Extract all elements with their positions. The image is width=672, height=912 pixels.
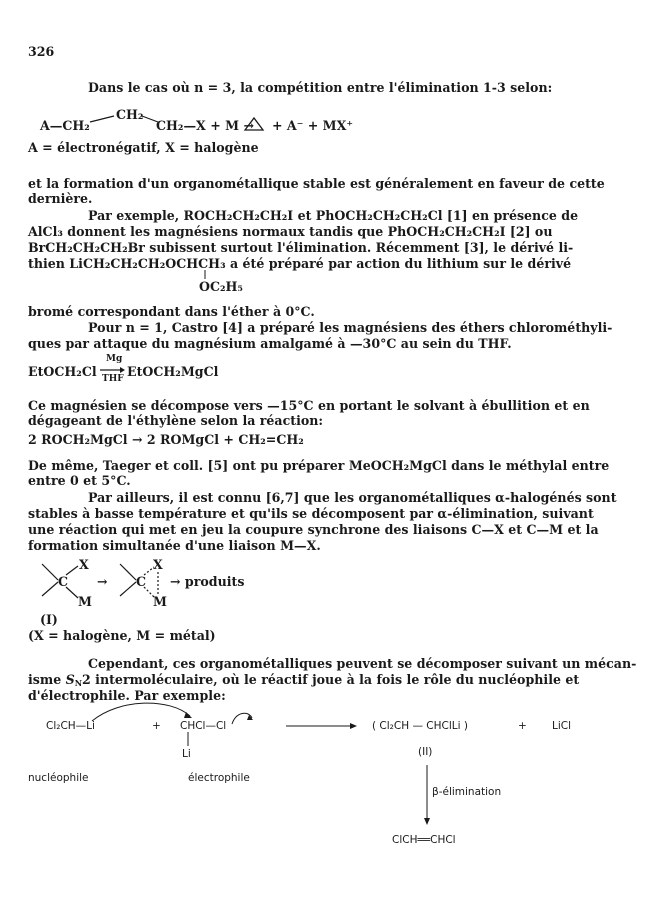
scheme2-li-below: Li [182,748,191,760]
reaction1-left: A—CH₂ [40,118,90,133]
scheme1-c2: C [136,574,147,589]
scheme1-arrow: → [97,574,108,589]
page-number: 326 [28,44,55,59]
intro-text: Dans le cas où n = 3, la compétition entre l'élimination 1-3 selon: [88,80,553,95]
reaction3: 2 ROCH₂MgCl → 2 ROMgCl + CH₂=CH₂ [28,432,304,447]
para6-line4: formation simultanée d'une liaison M—X. [28,538,321,553]
para6-line3: une réaction qui met en jeu la coupure synchrone des liaisons C—X et C—M et la [28,522,599,537]
scheme1-x1: X [79,557,89,572]
para7-line3: d'électrophile. Par exemple: [28,688,226,703]
scheme2-label: (II) [418,746,433,758]
para2-line4: thien LiCH₂CH₂CH₂OCHCH₃ a été préparé par action du lithium sur le dérivé [28,256,572,271]
para3-line2: ques par attaque du magnésium amalgamé à —30°C au sein du THF. [28,336,512,351]
scheme2-beta-elimination: β-élimination [432,786,502,798]
scheme2-electrophile-label: électrophile [188,772,250,784]
scheme2-intermediate: ( Cl₂CH — CHClLi ) [372,720,468,732]
scheme2-electrophile-formula: CHCl—Cl [180,720,227,732]
para4-line2: dégageant de l'éthylène selon la réaction: [28,413,324,428]
para1-line2: dernière. [28,191,93,206]
para2-line2: AlCl₃ donnent les magnésiens normaux tandis que PhOCH₂CH₂CH₂I [2] ou [28,224,553,239]
scheme1-label: (I) [40,612,58,627]
scheme2-licl: LiCl [552,720,572,732]
para5-line2: entre 0 et 5°C. [28,473,131,488]
para6-line2: stables à basse température et qu'ils se décomposent par α-élimination, suivant [28,506,594,521]
scheme2-product: ClCH══CHCl [392,834,456,846]
para3-line1: Pour n = 1, Castro [4] a préparé les magnésiens des éthers chlorométhyli- [88,320,613,335]
para2-line3: BrCH₂CH₂CH₂Br subissent surtout l'élimination. Récemment [3], le dérivé li- [28,240,574,255]
scheme1-x2: X [153,557,163,572]
scheme1-m2: M [153,594,167,609]
reaction2-above: Mg [106,354,123,364]
para2-end: bromé correspondant dans l'éther à 0°C. [28,304,315,319]
reaction2-below: THF [102,374,124,384]
reaction2-right: EtOCH₂MgCl [127,364,219,379]
scheme1-m1: M [78,594,92,609]
para4-line1: Ce magnésien se décompose vers —15°C en portant le solvant à ébullition et en [28,398,590,413]
scheme2-nucleophile-label: nucléophile [28,772,89,784]
para1-line1: et la formation d'un organométallique stable est généralement en faveur de cette [28,176,605,191]
scheme2-plus2: + [518,720,527,732]
para7-line1: Cependant, ces organométalliques peuvent se décomposer suivant un mécan- [88,656,637,671]
para2-line1: Par exemple, ROCH₂CH₂CH₂I et PhOCH₂CH₂CH₂Cl [1] en présence de [88,208,579,223]
scheme2-plus1: + [152,720,161,732]
scheme1-products: → produits [170,574,245,589]
para5-line1: De même, Taeger et coll. [5] ont pu préparer MeOCH₂MgCl dans le méthylal entre [28,458,610,473]
scheme2-nucleophile-formula: Cl₂CH—Li [46,720,95,732]
definition-line: A = électronégatif, X = halogène [28,140,259,155]
para7-line2: isme $S_N2$ intermoléculaire, où le réactif joue à la fois le rôle du nucléophile et [28,672,580,688]
para6-line1: Par ailleurs, il est connu [6,7] que les organométalliques α-halogénés sont [88,490,617,505]
ethoxy-substituent: OC₂H₅ [199,279,243,294]
reaction2-left: EtOCH₂Cl [28,364,97,379]
scheme1-legend: (X = halogène, M = métal) [28,628,216,643]
scheme1-c1: C [58,574,69,589]
reaction1-products: + A⁻ + MX⁺ [272,118,354,133]
reaction1-right: CH₂—X + M → [156,118,255,133]
reaction1-ch2-top: CH₂ [116,107,144,122]
